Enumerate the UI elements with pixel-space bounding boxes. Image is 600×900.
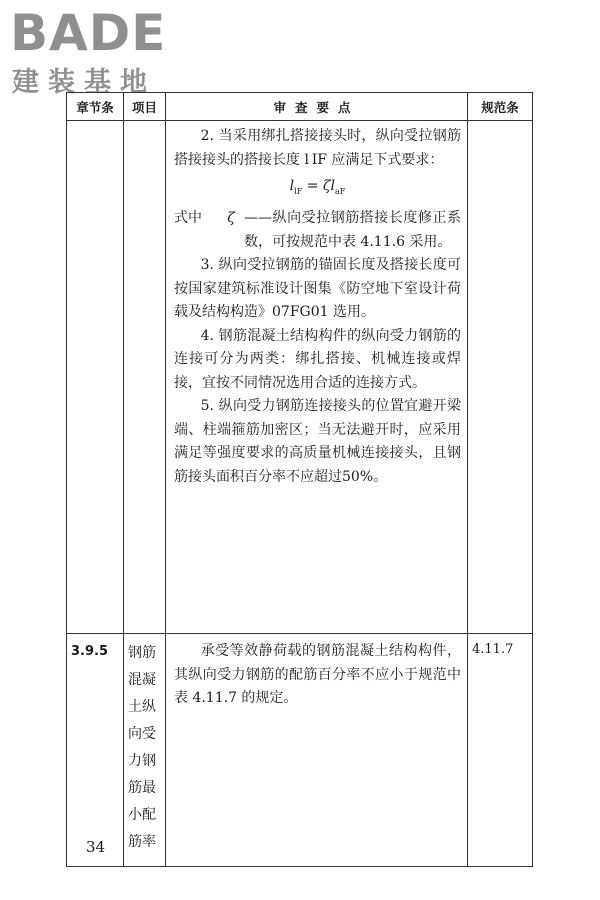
row2-section: 3.9.5 <box>67 634 124 867</box>
where-text: ——纵向受拉钢筋搭接长度修正系数，可按规范中表 4.11.6 采用。 <box>244 210 461 250</box>
clause-3: 3. 纵向受拉钢筋的锚固长度及搭接长度可按国家建筑标准设计图集《防空地下室设计荷载及结构构造》07FG01 选用。 <box>174 257 461 321</box>
header-review-points: 审查要点 <box>166 93 468 121</box>
where-label: 式中 <box>174 210 202 227</box>
clause-4: 4. 钢筋混凝土结构构件的纵向受力钢筋的连接可分为两类：绑扎搭接、机械连接或焊接，宜按不同情况选用合适的连接方式。 <box>174 327 461 391</box>
formula-definition <box>174 207 461 254</box>
clause-body: 承受等效静荷载的钢筋混凝土结构构件，其纵向受力钢筋的配筋百分率不应小于规范中表 4.11.7 的规定。 <box>174 643 461 706</box>
logo-subtitle: 建装基地 <box>12 67 156 98</box>
header-code-ref: 规范条 <box>468 93 533 121</box>
table-row <box>67 121 533 634</box>
row2-item: 钢筋混凝土纵向受力钢筋最小配筋率 <box>124 634 166 867</box>
header-item: 项目 <box>124 93 166 121</box>
clause-5: 5. 纵向受力钢筋连接接头的位置宜避开梁端、柱端箍筋加密区；当无法避开时，应采用满足等强度要求的高质量机械连接接头，且钢筋接头面积百分率不应超过50%。 <box>174 398 461 485</box>
clause-2: 2. 当采用绑扎搭接接头时，纵向受拉钢筋搭接接头的搭接长度 l IF 应满足下式要求： <box>174 128 461 168</box>
row2-code-ref: 4.11.7 <box>468 634 533 867</box>
header-section: 章节条 <box>67 93 124 121</box>
lap-length-formula: $l_{lF} = \zeta l_{aF}$ <box>289 178 346 196</box>
page-number: 34 <box>86 838 106 856</box>
row1-section <box>67 121 124 634</box>
where-symbol: ζ <box>227 210 235 227</box>
row1-code-ref <box>468 121 533 634</box>
row1-item <box>124 121 166 634</box>
brand-logo <box>8 4 178 98</box>
table-header-row <box>67 93 533 121</box>
table-row <box>67 634 533 867</box>
row2-review-points <box>166 634 468 867</box>
review-table <box>66 92 533 867</box>
row1-review-points <box>166 121 468 634</box>
logo-wordmark: BADE <box>10 4 167 62</box>
